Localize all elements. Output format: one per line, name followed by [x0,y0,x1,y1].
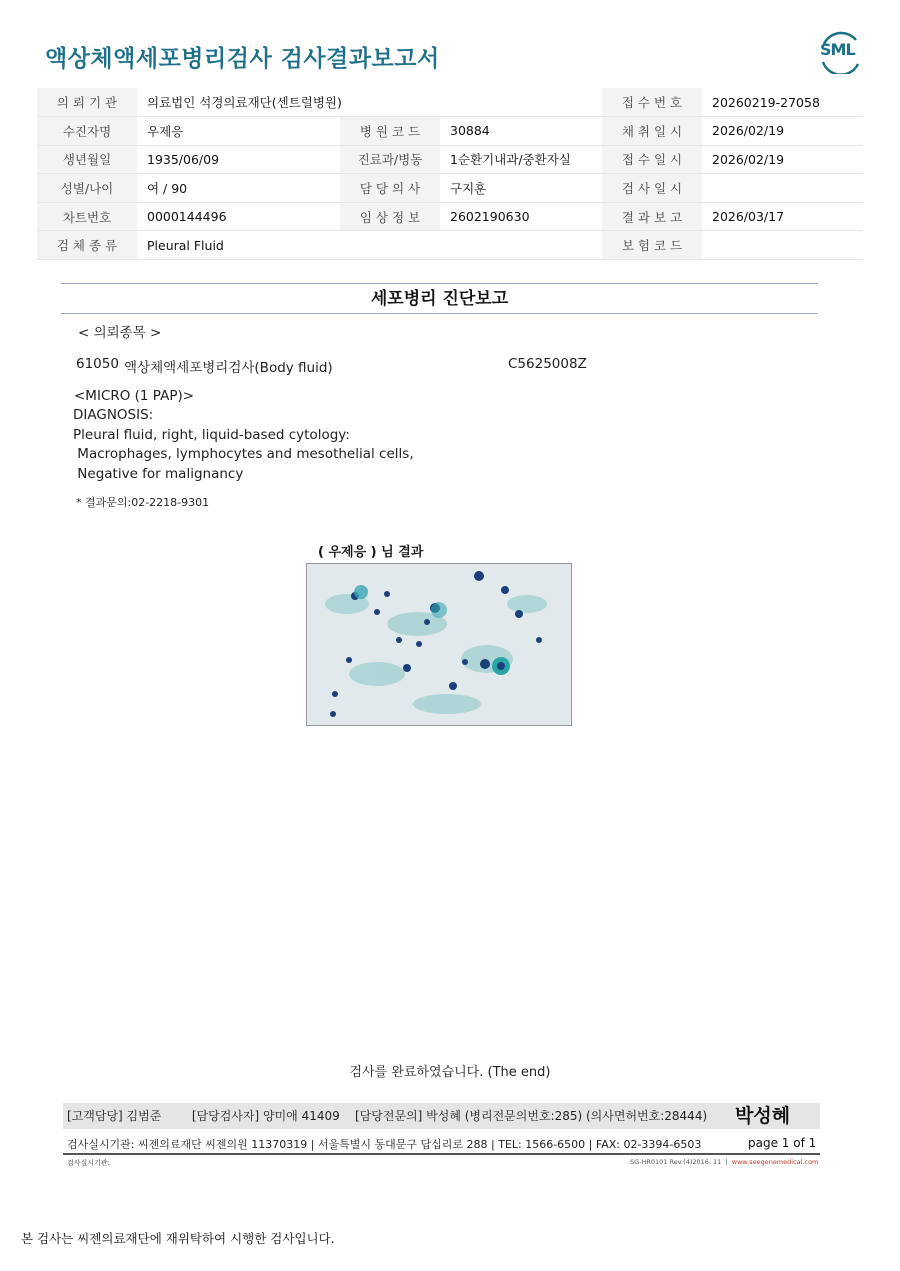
report-section-title: 세포병리 진단보고 [370,289,509,309]
label-cell: 채 취 일 시 [602,117,702,146]
section-heading: < 의뢰종목 > [78,325,162,341]
value-cell: 2026/02/19 [702,145,863,174]
form-revision [630,1158,818,1166]
value-cell: 2026/03/17 [702,202,863,231]
label-cell: 보 험 코 드 [602,231,702,260]
label-cell: 의 뢰 기 관 [37,88,137,117]
label-cell: 생년월일 [37,145,137,174]
website-link[interactable]: www.seegenemedical.com [731,1158,819,1166]
table-row [37,145,863,174]
label-cell: 결 과 보 고 [602,202,702,231]
cytology-image [306,563,572,726]
bottom-note: 본 검사는 씨젠의료재단에 재위탁하여 시행한 검사입니다. [21,1231,335,1246]
sml-logo [818,30,862,74]
test-name: 액상체액세포병리검사(Body fluid) [124,360,333,376]
table-row [37,88,863,117]
value-cell: Pleural Fluid [137,231,602,260]
contact-info: * 결과문의:02-2218-9301 [76,496,210,509]
label-cell: 진료과/병동 [340,145,440,174]
patient-info-table [37,88,863,260]
label-cell: 성별/나이 [37,174,137,203]
cytology-micrograph-icon [307,564,572,726]
value-cell: 1935/06/09 [137,145,340,174]
value-cell [702,231,863,260]
table-row [37,117,863,146]
value-cell: 의료법인 석경의료재단(센트럴병원) [137,88,602,117]
label-cell: 임 상 정 보 [340,202,440,231]
diagnosis-line: Negative for malignancy [73,466,244,482]
value-cell: 구지훈 [440,174,602,203]
label-cell: 수진자명 [37,117,137,146]
institution-small-label: 검사실시기관: [67,1159,110,1167]
table-row [37,174,863,203]
value-cell [702,174,863,203]
value-cell: 30884 [440,117,602,146]
label-cell: 검 체 종 류 [37,231,137,260]
diagnosis-line: Macrophages, lymphocytes and mesothelial cells, [73,446,414,462]
value-cell: 1순환기내과/중환자실 [440,145,602,174]
staff-info-bar: [고객담당] 김범준 [담당검사자] 양미애 41409 [담당전문의] 박성혜 (병리전문의번호:285) (의사면허번호:28444) [63,1103,820,1129]
test-id: C5625008Z [508,356,587,372]
label-cell: 접 수 번 호 [602,88,702,117]
institution-info: 검사실시기관: 씨젠의료재단 씨젠의원 11370319 | 서울특별시 동대문구 답십리로 288 | TEL: 1566-6500 | FAX: 02-3394-6503 [67,1138,702,1151]
table-row [37,231,863,260]
divider [63,1153,820,1155]
value-cell: 여 / 90 [137,174,340,203]
table-row [37,202,863,231]
value-cell: 우제응 [137,117,340,146]
report-title: 액상체액세포병리검사 검사결과보고서 [45,46,440,72]
signature: 박성혜 [735,1105,791,1127]
label-cell: 담 당 의 사 [340,174,440,203]
end-message: 검사를 완료하였습니다. (The end) [349,1065,551,1080]
logo-text: SML [820,40,855,59]
value-cell: 2026/02/19 [702,117,863,146]
revision-code: SG-HR0101 Rev.(4)2016. 11 | [630,1158,732,1166]
diagnosis-line: Pleural fluid, right, liquid-based cytology: [73,427,350,443]
value-cell: 0000144496 [137,202,340,231]
micro-line: <MICRO (1 PAP)> [74,388,195,404]
label-cell: 검 사 일 시 [602,174,702,203]
value-cell: 2602190630 [440,202,602,231]
label-cell: 차트번호 [37,202,137,231]
diagnosis-label: DIAGNOSIS: [73,407,154,423]
label-cell: 접 수 일 시 [602,145,702,174]
page-number: page 1 of 1 [748,1136,817,1150]
test-code: 61050 [76,356,119,372]
divider [61,313,818,314]
value-cell: 20260219-27058 [702,88,863,117]
label-cell: 병 원 코 드 [340,117,440,146]
image-title: ( 우제응 ) 님 결과 [318,545,424,560]
